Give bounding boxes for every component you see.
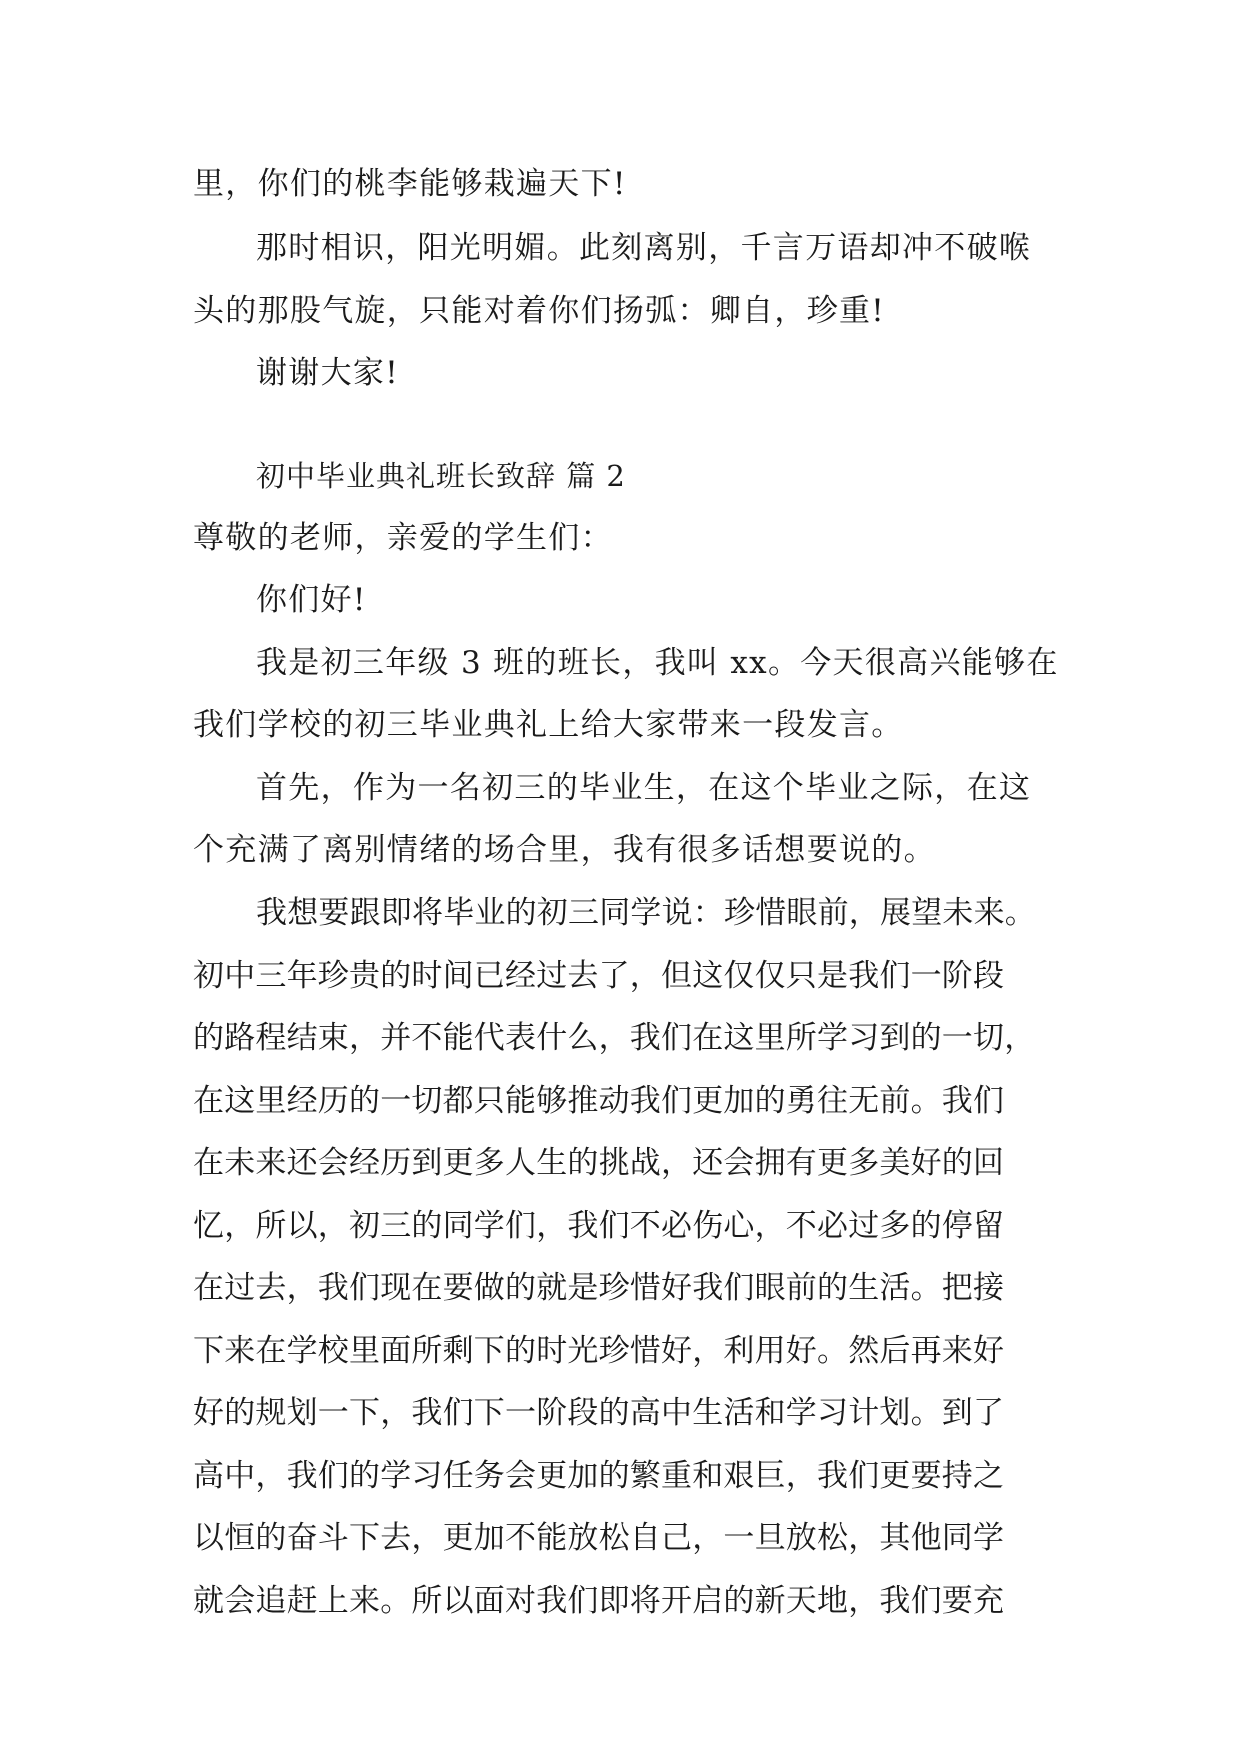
paragraph-line: 忆，所以，初三的同学们，我们不必伤心，不必过多的停留 <box>193 1208 1005 1244</box>
paragraph-line: 下来在学校里面所剩下的时光珍惜好，利用好。然后再来好 <box>193 1333 1005 1369</box>
paragraph-line: 高中，我们的学习任务会更加的繁重和艰巨，我们更要持之 <box>193 1458 1005 1494</box>
salutation: 尊敬的老师，亲爱的学生们： <box>193 520 613 556</box>
paragraph-line: 好的规划一下，我们下一阶段的高中生活和学习计划。到了 <box>193 1395 1005 1431</box>
paragraph-line: 在未来还会经历到更多人生的挑战，还会拥有更多美好的回 <box>193 1145 1005 1181</box>
paragraph-line: 在过去，我们现在要做的就是珍惜好我们眼前的生活。把接 <box>193 1270 1005 1306</box>
paragraph-line: 在这里经历的一切都只能够推动我们更加的勇往无前。我们 <box>193 1083 1005 1119</box>
paragraph-line: 那时相识，阳光明媚。此刻离别，千言万语却冲不破喉 <box>256 230 1032 266</box>
paragraph-line: 以恒的奋斗下去，更加不能放松自己，一旦放松，其他同学 <box>193 1520 1005 1556</box>
paragraph-line: 我是初三年级 3 班的班长，我叫 xx。今天很高兴能够在 <box>256 645 1059 681</box>
paragraph-line: 首先，作为一名初三的毕业生，在这个毕业之际，在这 <box>256 770 1032 806</box>
paragraph-line: 我想要跟即将毕业的初三同学说：珍惜眼前，展望未来。 <box>256 895 1036 931</box>
paragraph-line: 我们学校的初三毕业典礼上给大家带来一段发言。 <box>193 707 904 743</box>
paragraph-line: 个充满了离别情绪的场合里，我有很多话想要说的。 <box>193 832 936 868</box>
paragraph-line: 初中三年珍贵的时间已经过去了，但这仅仅只是我们一阶段 <box>193 958 1005 994</box>
paragraph-line: 头的那股气旋，只能对着你们扬弧：卿自，珍重! <box>193 293 886 329</box>
paragraph-line: 就会追赶上来。所以面对我们即将开启的新天地，我们要充 <box>193 1583 1005 1619</box>
section-title: 初中毕业典礼班长致辞 篇 2 <box>256 459 626 493</box>
paragraph-line: 的路程结束，并不能代表什么，我们在这里所学习到的一切， <box>193 1020 1036 1056</box>
closing-line: 谢谢大家! <box>256 355 399 391</box>
greeting: 你们好! <box>256 582 367 618</box>
paragraph-line: 里，你们的桃李能够栽遍天下! <box>193 166 627 202</box>
